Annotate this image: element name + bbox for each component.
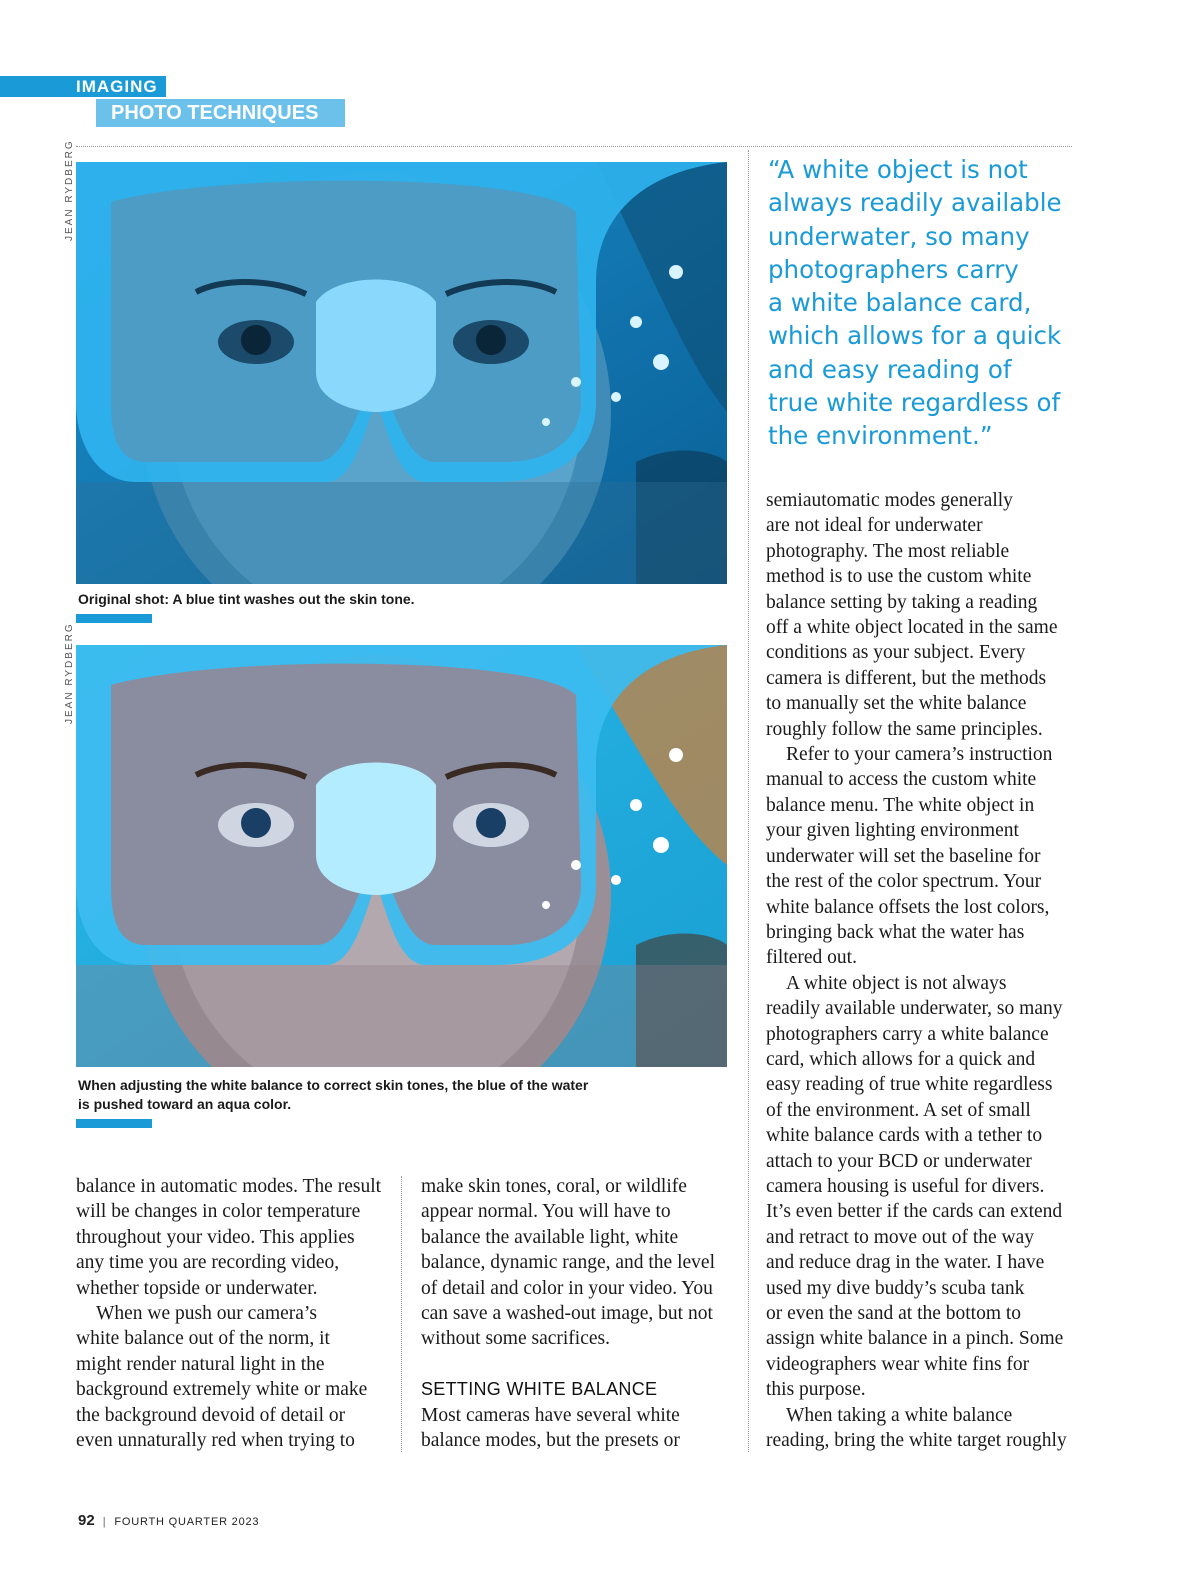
pull-quote-line: and easy reading of [768,354,1012,384]
body-line: card, which allows for a quick and [766,1048,1036,1070]
body-line: even unnaturally red when trying to [76,1430,355,1452]
body-line: appear normal. You will have to [421,1201,671,1223]
subsection-label: PHOTO TECHNIQUES [111,102,319,124]
caption-accent-bar [76,1119,152,1128]
body-line: It’s even better if the cards can extend [766,1201,1063,1223]
issue-label: FOURTH QUARTER 2023 [114,1516,260,1528]
body-line: easy reading of true white regardless [766,1074,1053,1096]
body-line: white balance offsets the lost colors, [766,896,1050,918]
body-line: your given lighting environment [766,820,1019,842]
pull-quote [768,153,1088,453]
body-line: balance the available light, white [421,1226,679,1248]
diver-photo-original [76,162,727,584]
body-line: underwater will set the baseline for [766,845,1041,867]
body-line: conditions as your subject. Every [766,642,1026,664]
body-line: make skin tones, coral, or wildlife [421,1176,687,1197]
caption-line: When adjusting the white balance to correct skin tones, the blue of the water [78,1077,589,1093]
body-line: throughout your video. This applies [76,1226,355,1248]
caption-line: is pushed toward an aqua color. [78,1096,292,1112]
body-line: roughly follow the same principles. [766,718,1043,740]
pull-quote-line: photographers carry [768,254,1019,284]
body-line: balance, dynamic range, and the level [421,1252,715,1274]
body-line: of the environment. A set of small [766,1099,1031,1121]
body-line: Refer to your camera’s instruction [786,744,1053,766]
body-line: used my dive buddy’s scuba tank [766,1277,1025,1299]
body-line: Most cameras have several white [421,1404,680,1426]
body-line: might render natural light in the [76,1353,325,1375]
pull-quote-line: the environment.” [768,421,993,451]
body-line: camera housing is useful for divers. [766,1175,1045,1197]
body-line: will be changes in color temperature [76,1201,361,1223]
body-line: and retract to move out of the way [766,1226,1035,1248]
body-line: to manually set the white balance [766,693,1027,715]
section-heading: SETTING WHITE BALANCE [421,1379,658,1400]
caption-accent-bar [76,614,152,623]
body-line: the rest of the color spectrum. Your [766,871,1042,893]
body-line: readily available underwater, so many [766,998,1063,1020]
header-rule [76,146,1072,147]
body-column-1 [76,1174,394,1453]
body-line: off a white object located in the same [766,617,1058,639]
pull-quote-line: which allows for a quick [768,321,1062,351]
body-line: white balance cards with a tether to [766,1125,1043,1147]
body-line: this purpose. [766,1379,866,1401]
body-line: can save a washed-out image, but not [421,1303,713,1325]
photo-credit: JEAN RYDBERG [64,139,75,241]
body-line: photography. The most reliable [766,540,1010,562]
body-line: semiautomatic modes generally [766,490,1013,511]
body-line: assign white balance in a pinch. Some [766,1328,1064,1350]
body-line: and reduce drag in the water. I have [766,1252,1045,1274]
pull-quote-line: always readily available [768,188,1062,218]
body-line: balance in automatic modes. The result [76,1176,382,1197]
body-line: whether topside or underwater. [76,1277,318,1299]
body-line: balance modes, but the presets or [421,1430,680,1452]
body-line: of detail and color in your video. You [421,1277,713,1299]
body-line: camera is different, but the methods [766,667,1047,689]
body-line: balance setting by taking a reading [766,591,1038,613]
body-line: without some sacrifices. [421,1328,610,1350]
photo-caption: Original shot: A blue tint washes out the skin tone. [78,591,415,607]
body-line: are not ideal for underwater [766,515,983,537]
pull-quote-line: true white regardless of [768,388,1061,418]
body-column-2 [421,1174,731,1453]
body-spacer [421,1352,731,1377]
page-footer [78,1512,259,1529]
pull-quote-line: a white balance card, [768,288,1032,318]
body-line: white balance out of the norm, it [76,1328,330,1350]
body-line: A white object is not always [786,972,1007,994]
body-line: balance menu. The white object in [766,794,1035,816]
body-line: photographers carry a white balance [766,1023,1049,1045]
section-label: IMAGING [76,77,158,96]
column-divider [748,150,749,1452]
diver-photo-corrected [76,645,727,1067]
body-line: any time you are recording video, [76,1252,340,1274]
photo-caption [78,1076,598,1114]
body-line: bringing back what the water has [766,921,1025,943]
body-line: method is to use the custom white [766,566,1032,588]
body-line: reading, bring the white target roughly [766,1430,1067,1452]
body-line: When taking a white balance [786,1404,1013,1426]
body-line: videographers wear white fins for [766,1353,1030,1375]
body-column-3 [766,488,1086,1453]
footer-separator: | [102,1516,107,1528]
body-line: When we push our camera’s [96,1303,317,1325]
body-line: manual to access the custom white [766,769,1037,791]
body-line: or even the sand at the bottom to [766,1303,1022,1324]
photo-credit: JEAN RYDBERG [64,622,75,724]
column-divider [401,1176,402,1452]
body-line: background extremely white or make [76,1379,368,1401]
body-line: attach to your BCD or underwater [766,1150,1032,1172]
pull-quote-line: “A white object is not [768,155,1028,184]
body-line: filtered out. [766,947,857,969]
pull-quote-line: underwater, so many [768,221,1030,251]
body-line: the background devoid of detail or [76,1404,346,1426]
page-number: 92 [78,1512,95,1529]
